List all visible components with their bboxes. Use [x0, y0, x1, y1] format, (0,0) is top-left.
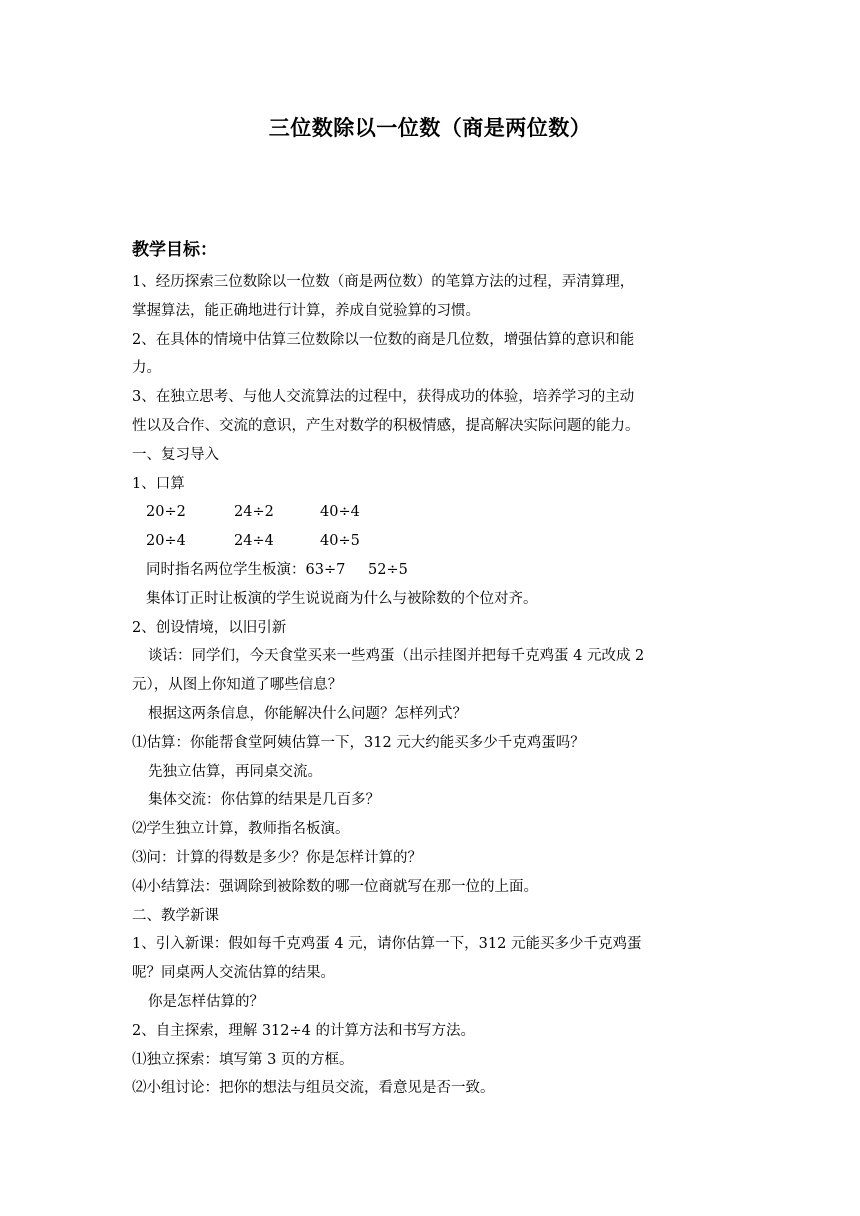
- board-exercise-line: [132, 556, 732, 585]
- text-line: 2、创设情境，以旧引新: [132, 619, 287, 636]
- text-line: ⑷小结算法：强调除到被除数的哪一位商就写在那一位的上面。: [132, 878, 538, 895]
- objective-line: 性以及合作、交流的意识，产生对数学的积极情感，提高解决实际问题的能力。: [132, 417, 640, 434]
- oral-expression: 20÷4: [146, 533, 186, 550]
- oral-expression: 40÷4: [320, 504, 360, 521]
- text-line: 谈话：同学们，今天食堂买来一些鸡蛋（出示挂图并把每千克鸡蛋 4 元改成 2: [148, 648, 645, 665]
- oral-expression: 40÷5: [320, 533, 360, 550]
- oral-row: [132, 527, 732, 556]
- oral-calculation-heading: 1、口算: [132, 475, 185, 492]
- text-line: 集体订正时让板演的学生说说商为什么与被除数的个位对齐。: [146, 590, 538, 607]
- text-line: 2、自主探索，理解 312÷4 的计算方法和书写方法。: [132, 1022, 475, 1039]
- document-body: [132, 268, 732, 1103]
- section-heading-review: 一、复习导入: [132, 446, 219, 463]
- text-line: 先独立估算，再同桌交流。: [148, 763, 322, 780]
- oral-expression: 20÷2: [146, 504, 186, 521]
- objective-line: 3、在独立思考、与他人交流算法的过程中，获得成功的体验，培养学习的主动: [132, 389, 635, 406]
- objective-line: 2、在具体的情境中估算三位数除以一位数的商是几位数，增强估算的意识和能: [132, 331, 635, 348]
- objective-line: 1、经历探索三位数除以一位数（商是两位数）的笔算方法的过程，弄清算理，: [132, 274, 635, 290]
- text-line: 元），从图上你知道了哪些信息？: [132, 677, 343, 694]
- text-line: 呢？同桌两人交流估算的结果。: [132, 965, 335, 982]
- text-line: 1、引入新课：假如每千克鸡蛋 4 元，请你估算一下，312 元能买多少千克鸡蛋: [132, 936, 642, 953]
- text-line: ⑵学生独立计算，教师指名板演。: [132, 821, 350, 838]
- oral-expression: 24÷4: [234, 533, 274, 550]
- oral-expression: 24÷2: [234, 504, 274, 521]
- text-line: ⑶问：计算的得数是多少？你是怎样计算的？: [132, 849, 422, 866]
- text-line: 根据这两条信息，你能解决什么问题？怎样列式？: [148, 705, 467, 722]
- text-line: 你是怎样估算的？: [148, 993, 264, 1010]
- oral-row: [132, 498, 732, 527]
- text-line: ⑴独立探索：填写第 3 页的方框。: [132, 1051, 354, 1068]
- text-line: ⑴估算：你能帮食堂阿姨估算一下，312 元大约能买多少千克鸡蛋吗？: [132, 734, 585, 751]
- objective-line: 掌握算法，能正确地进行计算，养成自觉验算的习惯。: [132, 302, 480, 319]
- objective-line: 力。: [132, 360, 161, 377]
- text-line: ⑵小组讨论：把你的想法与组员交流，看意见是否一致。: [132, 1080, 495, 1097]
- text-line: 集体交流：你估算的结果是几百多？: [148, 792, 380, 809]
- board-exercise-second: 52÷5: [368, 561, 408, 578]
- section-heading-new-lesson: 二、教学新课: [132, 907, 219, 924]
- objectives-heading: 教学目标：: [132, 240, 217, 260]
- board-exercise-first: 同时指名两位学生板演：63÷7: [146, 561, 346, 578]
- document-title: 三位数除以一位数（商是两位数）: [268, 115, 592, 140]
